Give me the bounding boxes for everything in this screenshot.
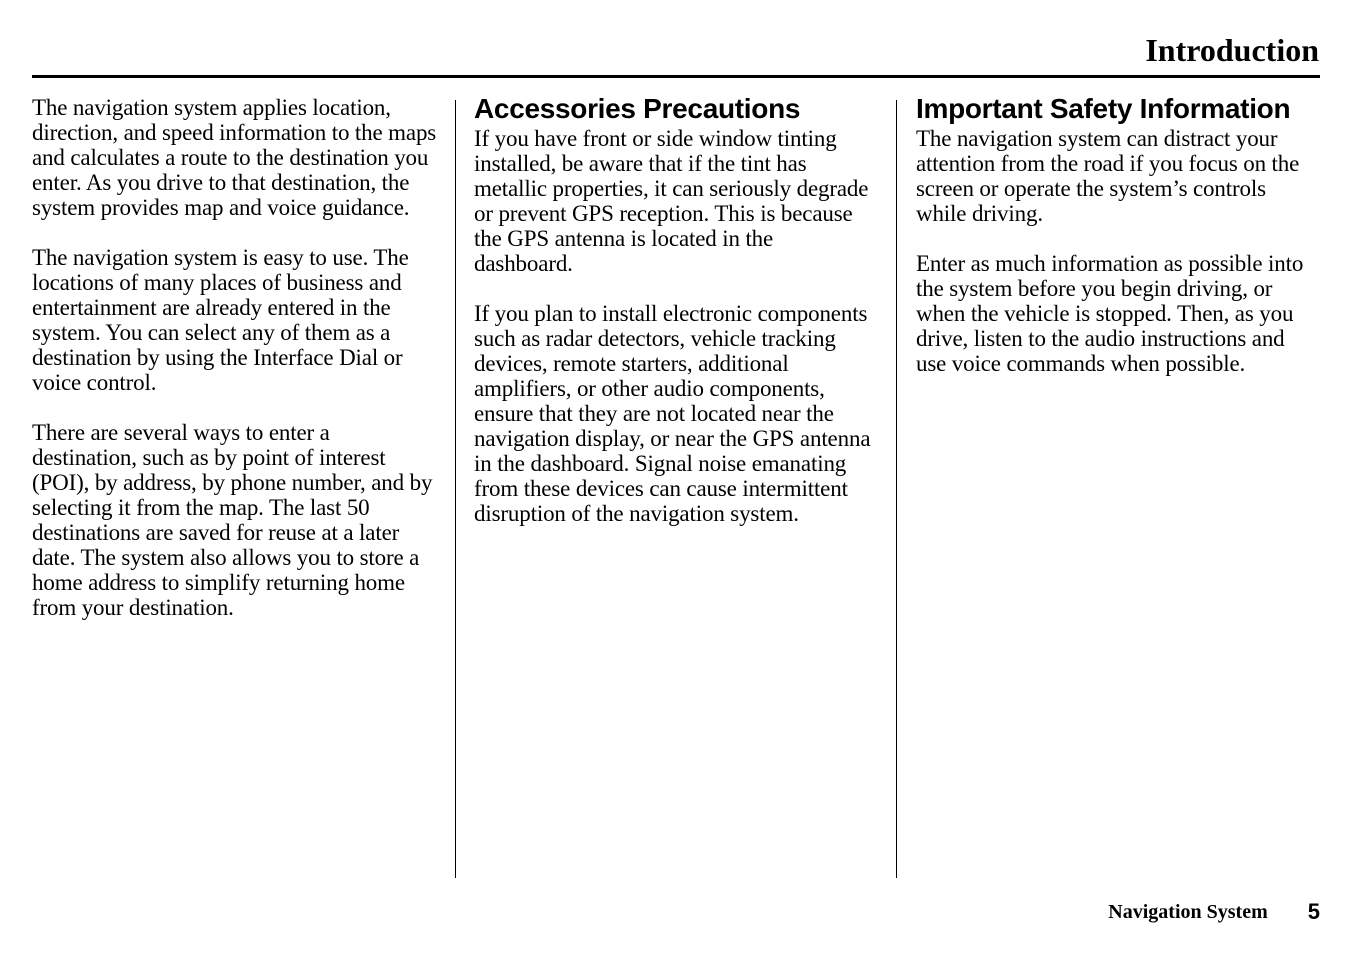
- page-number: 5: [1307, 899, 1320, 924]
- paragraph: If you have front or side window tinting installed, be aware that if the tint has metallic properties, it can seriously degrade or prevent GPS reception. This is because the GPS antenna is located in the dashboard.: [474, 126, 869, 276]
- footer-label: Navigation System: [1108, 900, 1268, 923]
- column-divider: [455, 100, 456, 878]
- section-heading-important-safety-information: Important Safety Information: [916, 93, 1291, 124]
- paragraph: The navigation system can distract your attention from the road if you focus on the screen or operate the system’s controls while driving.: [916, 126, 1300, 226]
- middle-column: [474, 94, 876, 551]
- page-footer: [1108, 898, 1320, 926]
- paragraph: Enter as much information as possible into the system before you begin driving, or when the vehicle is stopped. Then, as you drive, listen to the audio instructions and use voice commands when possible.: [916, 251, 1304, 376]
- paragraph: The navigation system is easy to use. The locations of many places of business and entertainment are already entered in the system. You can select any of them as a destination by using the Interface Dial or voice control.: [32, 245, 409, 395]
- paragraph: The navigation system applies location, direction, and speed information to the maps and calculates a route to the destination you enter. As you drive to that destination, the system provides map and voice guidance.: [32, 95, 437, 220]
- header-rule: [32, 75, 1320, 78]
- page-title: Introduction: [1145, 32, 1319, 68]
- paragraph: If you plan to install electronic components such as radar detectors, vehicle tracking devices, remote starters, additional amplifiers, or other audio components, ensure that they are not located near the navigation display, or near the GPS antenna in the dashboard. Signal noise emanating from these devices can cause intermittent disruption of the navigation system.: [474, 301, 871, 526]
- column-divider: [896, 100, 897, 878]
- section-heading-accessories-precautions: Accessories Precautions: [474, 93, 801, 124]
- left-column: [32, 94, 437, 645]
- right-column: [916, 94, 1318, 401]
- paragraph: There are several ways to enter a destination, such as by point of interest (POI), by address, by phone number, and by selecting it from the map. The last 50 destinations are saved for reuse at a later date. The system also allows you to store a home address to simplify returning home from your destination.: [32, 420, 433, 620]
